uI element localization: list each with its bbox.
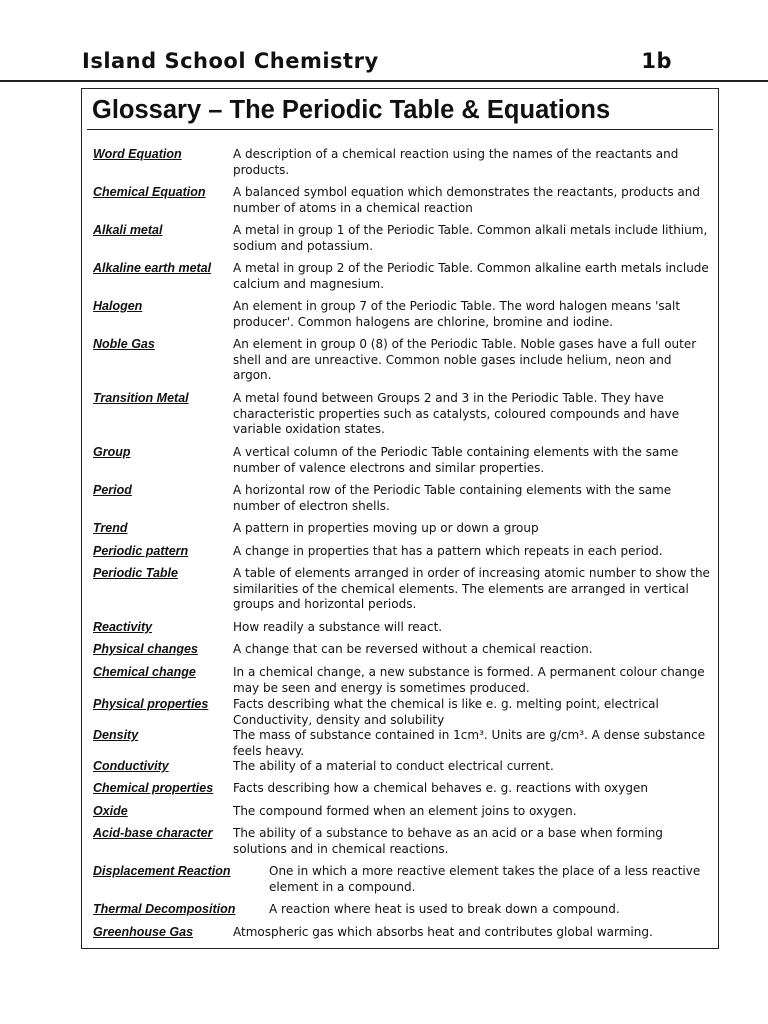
- glossary-term: Physical changes: [93, 642, 198, 656]
- glossary-term: Chemical properties: [93, 781, 214, 795]
- glossary-term: Greenhouse Gas: [93, 925, 194, 939]
- glossary-term: Density: [93, 728, 139, 742]
- glossary-definition: How readily a substance will react.: [233, 620, 443, 634]
- glossary-definition: An element in group 7 of the Periodic Table. The word halogen means 'salt producer'. Common halogens are chlorine, bromine and iodine.: [233, 299, 681, 329]
- glossary-definition: Atmospheric gas which absorbs heat and contributes global warming.: [233, 925, 653, 939]
- title-bar: [87, 93, 713, 130]
- glossary-term: Alkali metal: [93, 223, 163, 237]
- glossary-definition: A change in properties that has a pattern which repeats in each period.: [233, 544, 663, 558]
- page-header: [82, 46, 672, 76]
- glossary-term: Alkaline earth metal: [93, 261, 212, 275]
- glossary-term: Transition Metal: [93, 391, 189, 405]
- glossary-term: Group: [93, 445, 131, 459]
- glossary-term: Word Equation: [93, 147, 182, 161]
- school-title: Island School Chemistry: [82, 49, 379, 73]
- glossary-term: Physical properties: [93, 697, 209, 711]
- page-title: Glossary – The Periodic Table & Equations: [92, 96, 611, 124]
- glossary-term: Noble Gas: [93, 337, 155, 351]
- glossary-term: Chemical Equation: [93, 185, 206, 199]
- glossary-definition: The ability of a material to conduct electrical current.: [233, 759, 554, 773]
- glossary-term: Periodic Table: [93, 566, 178, 580]
- glossary-term: Conductivity: [93, 759, 169, 773]
- glossary-definition: The ability of a substance to behave as an acid or a base when forming solutions and in chemical reactions.: [233, 826, 663, 856]
- glossary-definition: A metal in group 1 of the Periodic Table. Common alkali metals include lithium, sodium and potassium.: [233, 223, 708, 253]
- glossary-term: Reactivity: [93, 620, 153, 634]
- glossary-definition: A table of elements arranged in order of increasing atomic number to show the similarities of the chemical elements. The elements are arranged in vertical groups and horizontal periods.: [233, 566, 710, 611]
- glossary-definition: A metal found between Groups 2 and 3 in the Periodic Table. They have characteristic properties such as catalysts, coloured compounds and have variable oxidation states.: [233, 391, 680, 436]
- glossary-definition: A pattern in properties moving up or down a group: [233, 521, 539, 535]
- glossary-term: Chemical change: [93, 665, 196, 679]
- glossary-term: Thermal Decomposition: [93, 902, 236, 916]
- glossary-term: Period: [93, 483, 132, 497]
- glossary-box: [81, 88, 719, 949]
- glossary-definition: A description of a chemical reaction using the names of the reactants and products.: [233, 147, 679, 177]
- glossary-term: Acid-base character: [93, 826, 213, 840]
- glossary-term: Periodic pattern: [93, 544, 189, 558]
- header-divider: [0, 80, 768, 82]
- glossary-definition: Facts describing how a chemical behaves e. g. reactions with oxygen: [233, 781, 648, 795]
- glossary-definition: Facts describing what the chemical is like e. g. melting point, electrical Conductivity, density and solubility: [233, 697, 659, 727]
- glossary-definition: A horizontal row of the Periodic Table containing elements with the same number of electron shells.: [233, 483, 672, 513]
- glossary-definition: A change that can be reversed without a chemical reaction.: [233, 642, 593, 656]
- glossary-term: Oxide: [93, 804, 128, 818]
- glossary-definition: In a chemical change, a new substance is formed. A permanent colour change may be seen and energy is sometimes produced.: [233, 665, 705, 695]
- glossary-definition: One in which a more reactive element takes the place of a less reactive element in a compound.: [269, 864, 701, 894]
- glossary-definition: The mass of substance contained in 1cm³. Units are g/cm³. A dense substance feels heavy.: [233, 728, 706, 758]
- glossary-term: Trend: [93, 521, 128, 535]
- glossary-definition: A reaction where heat is used to break down a compound.: [269, 902, 620, 916]
- sheet-code: 1b: [641, 49, 672, 73]
- glossary-definition: A balanced symbol equation which demonstrates the reactants, products and number of atoms in a chemical reaction: [233, 185, 700, 215]
- glossary-definition: An element in group 0 (8) of the Periodic Table. Noble gases have a full outer shell and are unreactive. Common noble gases include helium, neon and argon.: [233, 337, 697, 382]
- glossary-definition: A metal in group 2 of the Periodic Table. Common alkaline earth metals include calcium and magnesium.: [233, 261, 709, 291]
- glossary-definition: A vertical column of the Periodic Table containing elements with the same number of valence electrons and similar properties.: [233, 445, 679, 475]
- glossary-term: Displacement Reaction: [93, 864, 231, 878]
- glossary-term: Halogen: [93, 299, 143, 313]
- glossary-definition: The compound formed when an element joins to oxygen.: [233, 804, 577, 818]
